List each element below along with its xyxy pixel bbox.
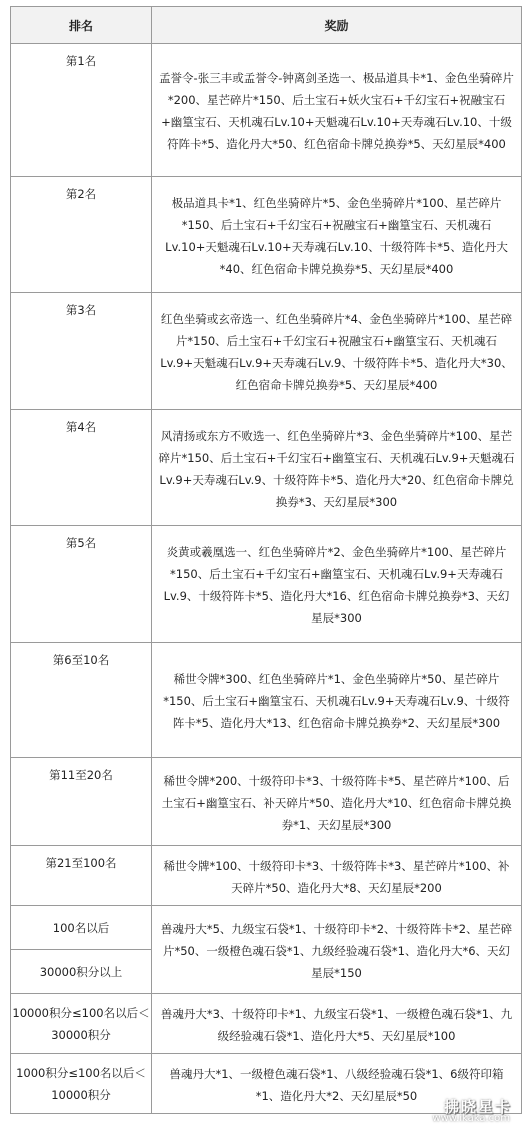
table-row [11, 994, 522, 1054]
rank-cell: 第3名 [11, 293, 152, 410]
table-row [11, 906, 522, 950]
table-row [11, 526, 522, 643]
rank-cell: 第11至20名 [11, 758, 152, 846]
watermark-url: www.ikaka.com [432, 1113, 510, 1124]
table-row [11, 846, 522, 906]
table-row [11, 293, 522, 410]
table-row [11, 643, 522, 758]
table-row [11, 758, 522, 846]
reward-cell: 孟誉令-张三丰或孟誉令-钟离剑圣选一、极品道具卡*1、金色坐骑碎片*200、星芒碎片*150、后土宝石+妖火宝石+千幻宝石+祝融宝石+幽篁宝石、天机魂石Lv.10+天魁魂石Lv.10+天寿魂石Lv.10、十级符阵卡*5、造化丹大*50、红色宿命卡牌兑换券*5、天幻星辰*400 [152, 44, 522, 177]
reward-cell: 稀世令牌*100、十级符印卡*3、十级符阵卡*3、星芒碎片*100、补天碎片*50、造化丹大*8、天幻星辰*200 [152, 846, 522, 906]
rank-cell: 100名以后 [11, 906, 152, 950]
column-header-rank: 排名 [11, 7, 152, 44]
reward-cell: 稀世令牌*300、红色坐骑碎片*1、金色坐骑碎片*50、星芒碎片*150、后土宝石+幽篁宝石、天机魂石Lv.9+天寿魂石Lv.9、十级符阵卡*5、造化丹大*13、红色宿命卡牌兑换券*2、天幻星辰*300 [152, 643, 522, 758]
table-row [11, 410, 522, 526]
table-header-row [11, 7, 522, 44]
rank-cell: 1000积分≤100名以后＜10000积分 [11, 1054, 152, 1114]
reward-table [10, 6, 522, 1114]
column-header-reward: 奖励 [152, 7, 522, 44]
rank-cell: 第4名 [11, 410, 152, 526]
site-watermark [398, 1096, 516, 1126]
rank-cell: 第5名 [11, 526, 152, 643]
reward-cell: 稀世令牌*200、十级符印卡*3、十级符阵卡*5、星芒碎片*100、后土宝石+幽篁宝石、补天碎片*50、造化丹大*10、红色宿命卡牌兑换券*1、天幻星辰*300 [152, 758, 522, 846]
reward-cell: 兽魂丹大*3、十级符印卡*1、九级宝石袋*1、一级橙色魂石袋*1、九级经验魂石袋*1、造化丹大*5、天幻星辰*100 [152, 994, 522, 1054]
rank-cell-secondary: 30000积分以上 [11, 950, 152, 994]
rank-cell: 第2名 [11, 177, 152, 293]
rank-cell: 第6至10名 [11, 643, 152, 758]
watermark-logo-text: 拂晓星卡 [443, 1098, 512, 1116]
rank-cell: 第1名 [11, 44, 152, 177]
reward-cell: 风清扬或东方不败选一、红色坐骑碎片*3、金色坐骑碎片*100、星芒碎片*150、后土宝石+千幻宝石+幽篁宝石、天机魂石Lv.9+天魁魂石Lv.9+天寿魂石Lv.9、十级符阵卡*5、造化丹大*20、红色宿命卡牌兑换券*3、天幻星辰*300 [152, 410, 522, 526]
rank-cell: 10000积分≤100名以后＜30000积分 [11, 994, 152, 1054]
reward-cell: 红色坐骑或玄帝选一、红色坐骑碎片*4、金色坐骑碎片*100、星芒碎片*150、后土宝石+千幻宝石+祝融宝石+幽篁宝石、天机魂石Lv.9+天魁魂石Lv.9+天寿魂石Lv.9、十级符阵卡*5、造化丹大*30、红色宿命卡牌兑换券*5、天幻星辰*400 [152, 293, 522, 410]
rank-cell: 第21至100名 [11, 846, 152, 906]
table-row [11, 177, 522, 293]
reward-cell: 极品道具卡*1、红色坐骑碎片*5、金色坐骑碎片*100、星芒碎片*150、后土宝石+千幻宝石+祝融宝石+幽篁宝石、天机魂石Lv.10+天魁魂石Lv.10+天寿魂石Lv.10、十级符阵卡*5、造化丹大*40、红色宿命卡牌兑换券*5、天幻星辰*400 [152, 177, 522, 293]
reward-cell: 炎黄或羲凰选一、红色坐骑碎片*2、金色坐骑碎片*100、星芒碎片*150、后土宝石+千幻宝石+幽篁宝石、天机魂石Lv.9+天寿魂石Lv.9、十级符阵卡*5、造化丹大*16、红色宿命卡牌兑换券*3、天幻星辰*300 [152, 526, 522, 643]
reward-cell: 兽魂丹大*5、九级宝石袋*1、十级符印卡*2、十级符阵卡*2、星芒碎片*50、一级橙色魂石袋*1、九级经验魂石袋*1、造化丹大*6、天幻星辰*150 [152, 906, 522, 994]
reward-table-container [10, 6, 521, 1114]
table-row [11, 44, 522, 177]
reward-cell: 兽魂丹大*1、一级橙色魂石袋*1、八级经验魂石袋*1、6级符印箱*1、造化丹大*2、天幻星辰*50 [152, 1054, 522, 1114]
